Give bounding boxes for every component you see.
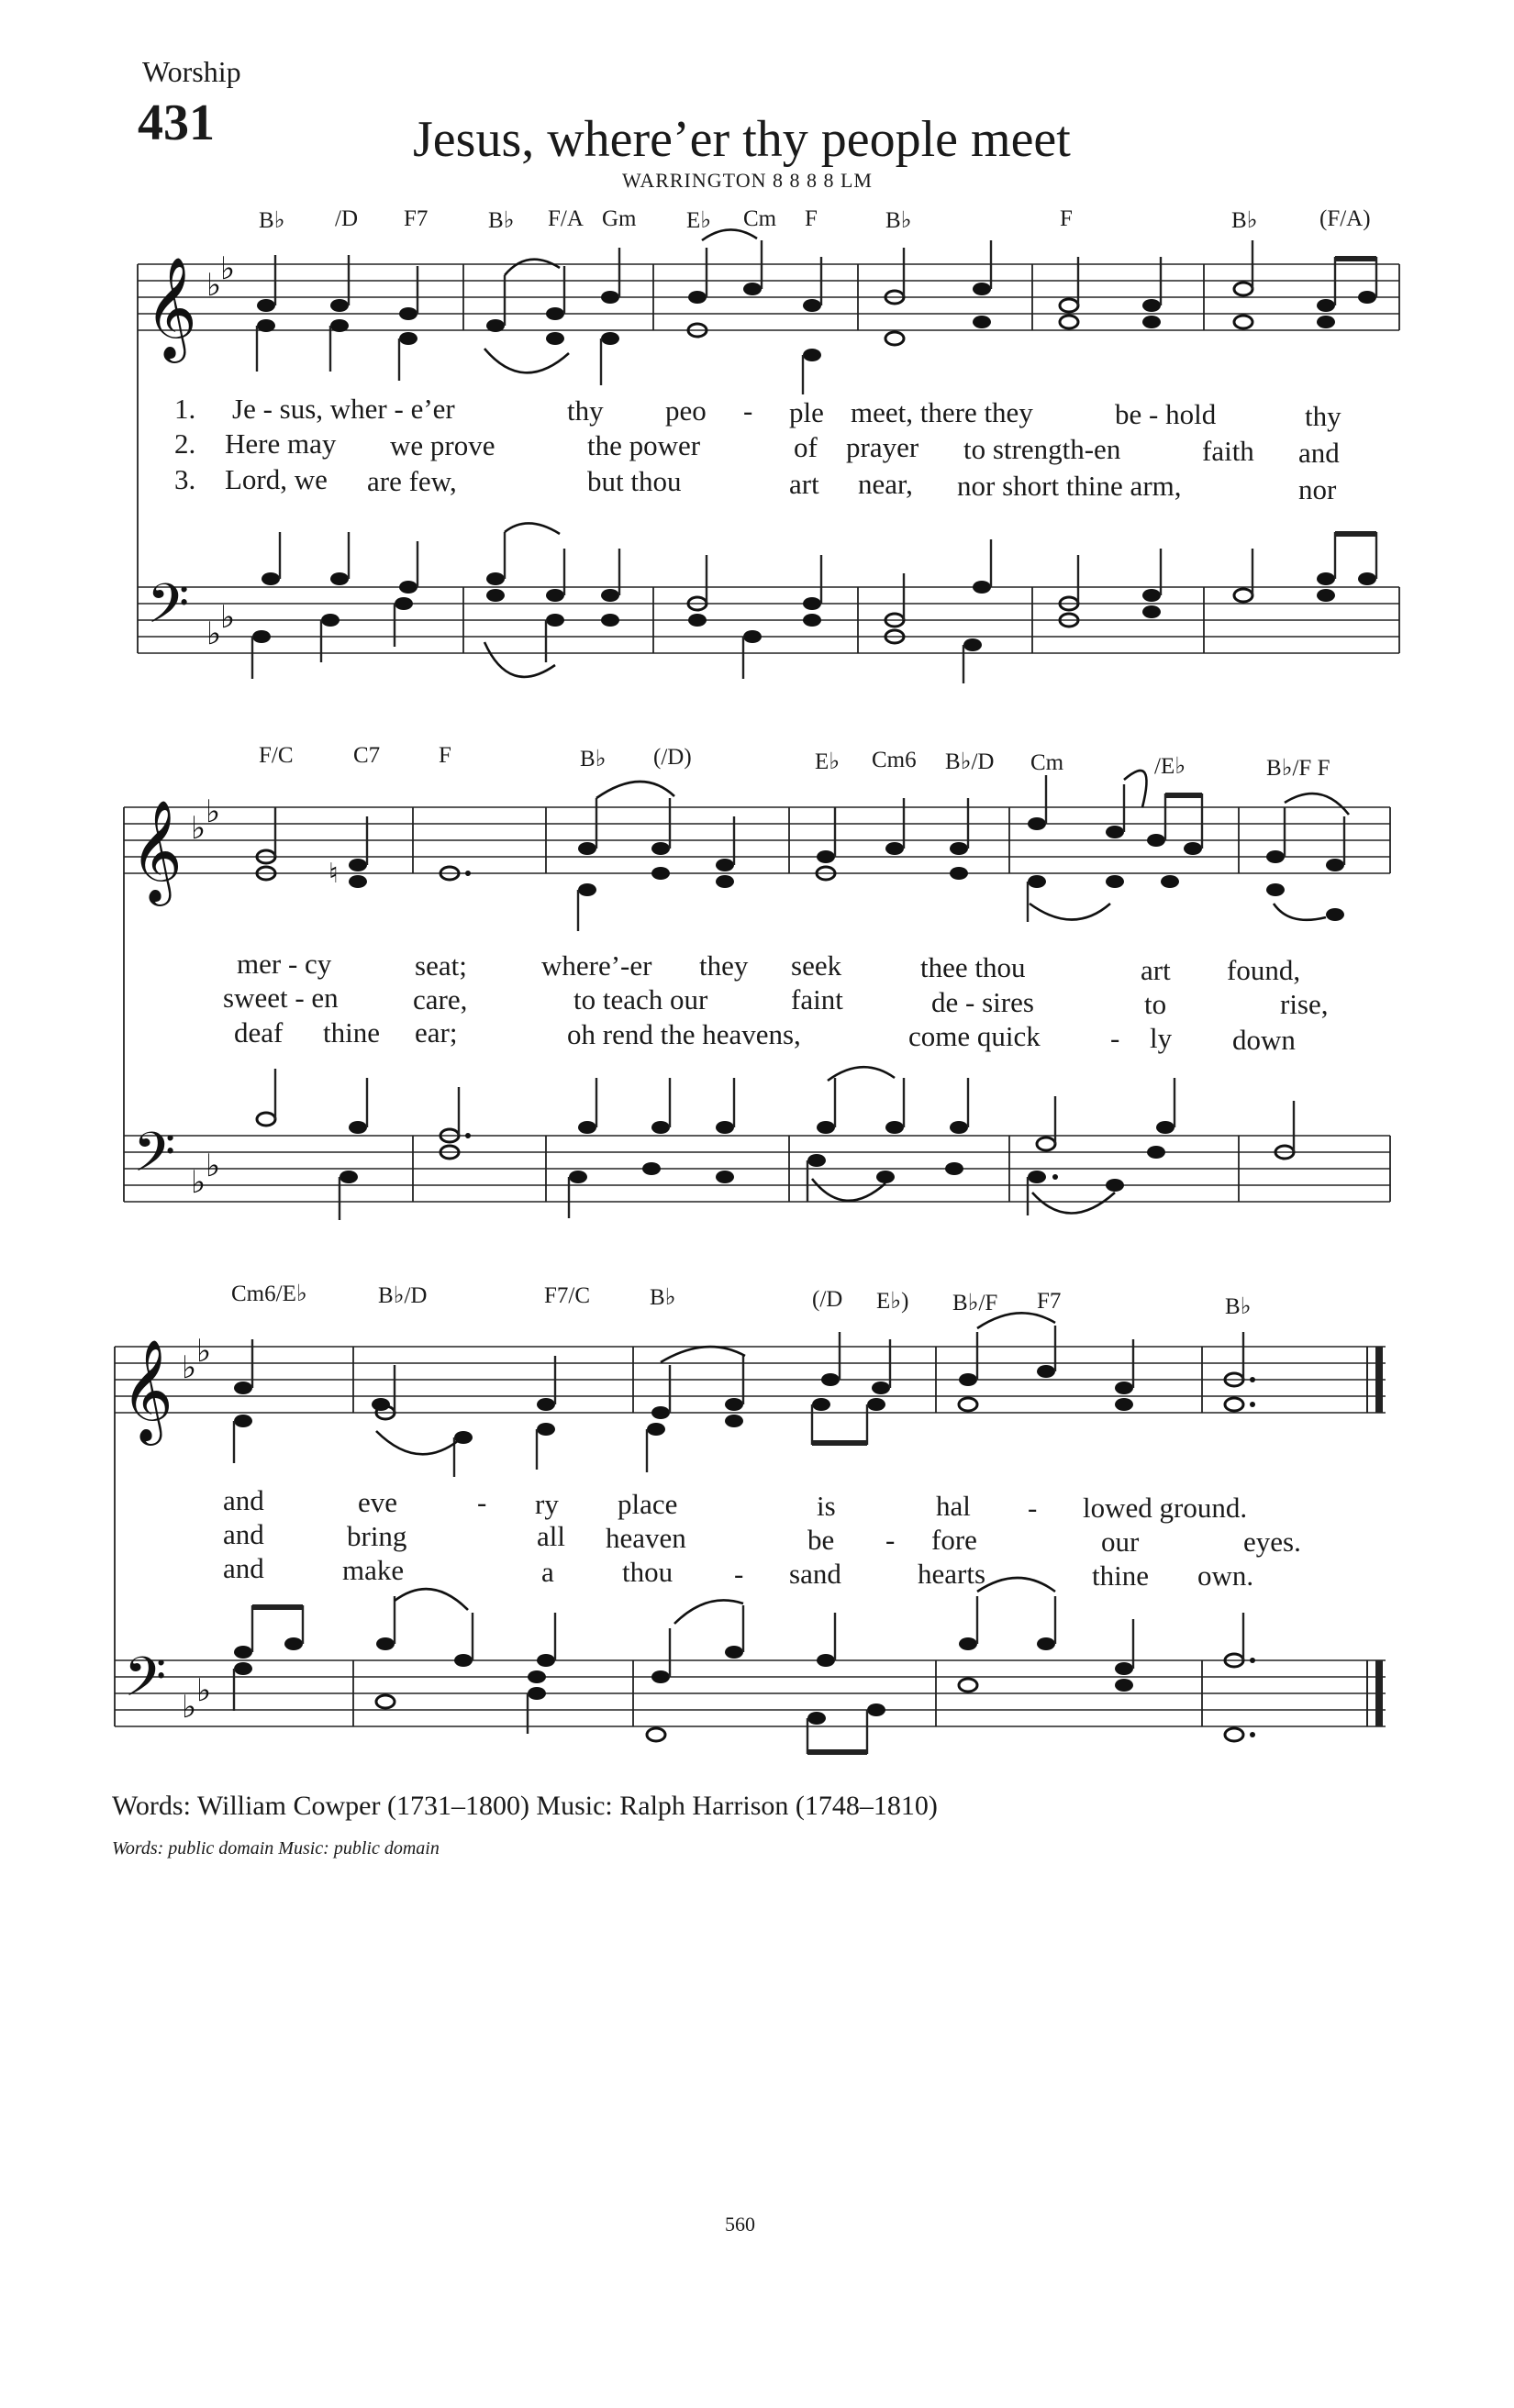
chord-symbol: E♭ — [815, 749, 840, 774]
chord-symbol: F7 — [404, 206, 429, 231]
flat-icon: ♭ — [191, 1164, 206, 1201]
flat-icon: ♭ — [182, 1349, 197, 1386]
chord-symbol: B♭ — [1225, 1294, 1252, 1319]
lyric-syllable: peo — [665, 394, 707, 427]
chord-symbol: Cm6 — [872, 748, 917, 772]
flat-icon: ♭ — [196, 1333, 212, 1370]
treble-clef-icon: 𝄞 — [130, 799, 183, 902]
lyric-syllable: Here may — [225, 427, 337, 460]
chord-symbol: B♭ — [885, 208, 912, 233]
lyric-syllable: nor short thine arm, — [957, 470, 1182, 502]
lyric-syllable: to strength-en — [963, 433, 1121, 465]
lyric-syllable: place — [618, 1488, 678, 1520]
chord-symbol: Cm — [1030, 750, 1064, 775]
chord-symbol: B♭ — [650, 1285, 676, 1310]
lyric-syllable: - — [1028, 1492, 1038, 1524]
chord-symbol: F/A — [548, 206, 584, 231]
lyric-syllable: found, — [1227, 954, 1301, 986]
lyric-syllable: sand — [789, 1558, 841, 1590]
lyric-syllable: but thou — [587, 465, 682, 497]
lyric-syllable: is — [817, 1490, 836, 1522]
lyric-syllable: faith — [1202, 435, 1254, 467]
lyric-syllable: mer - cy — [237, 948, 332, 980]
lyric-syllable: lowed ground. — [1083, 1492, 1248, 1524]
lyric-syllable: art — [789, 468, 819, 500]
lyric-syllable: de - sires — [931, 986, 1034, 1018]
chord-symbol: B♭/F — [952, 1291, 998, 1315]
chord-symbol: (F/A) — [1319, 206, 1371, 231]
chord-symbol: B♭/D — [378, 1283, 428, 1308]
lyric-syllable: ry — [535, 1488, 559, 1520]
flat-icon: ♭ — [191, 810, 206, 847]
lyric-syllable: own. — [1197, 1559, 1254, 1592]
hymn-number: 431 — [138, 94, 215, 151]
lyric-syllable: ly — [1150, 1022, 1173, 1054]
chord-symbol: E♭) — [876, 1289, 909, 1314]
bass-staff — [115, 1660, 1386, 1726]
lyric-syllable: be - hold — [1115, 398, 1217, 430]
lyric-syllable: sweet - en — [223, 982, 339, 1014]
lyric-syllable: we prove — [390, 429, 495, 461]
chord-symbol: F — [805, 206, 818, 231]
lyric-syllable: thy — [1305, 400, 1341, 432]
lyric-syllable: thine — [1092, 1559, 1149, 1592]
lyric-syllable: heaven — [606, 1522, 686, 1554]
lyric-syllable: bring — [347, 1520, 407, 1552]
chord-symbol: F7/C — [544, 1283, 591, 1308]
lyric-syllable: - — [477, 1486, 487, 1518]
flat-icon: ♭ — [206, 1148, 221, 1184]
chord-symbol: F — [439, 743, 451, 768]
chord-symbol: B♭ — [259, 208, 285, 233]
lyric-syllable: faint — [791, 983, 843, 1015]
lyric-syllable: seek — [791, 949, 842, 982]
bass-clef-icon: 𝄢 — [133, 1120, 176, 1197]
lyric-syllable: make — [342, 1554, 405, 1586]
verse-number: 1. — [174, 393, 196, 425]
chord-symbol: /E♭ — [1154, 754, 1186, 779]
lyric-syllable: nor — [1298, 473, 1337, 505]
lyric-syllable: and — [223, 1484, 264, 1516]
lyric-syllable: oh rend the heavens, — [567, 1018, 801, 1050]
bass-clef-icon: 𝄢 — [124, 1645, 167, 1722]
treble-notes — [234, 1313, 1255, 1477]
treble-clef-icon: 𝄞 — [121, 1338, 173, 1441]
chord-symbol: B♭ — [488, 208, 515, 233]
lyric-syllable: ple — [789, 396, 824, 428]
chord-symbol: Cm6/E♭ — [231, 1282, 307, 1306]
flat-icon: ♭ — [206, 616, 222, 652]
flat-icon: ♭ — [206, 267, 222, 304]
lyric-syllable: rise, — [1280, 988, 1329, 1020]
lyric-syllable: Je - sus, wher - e’er — [232, 393, 455, 425]
flat-icon: ♭ — [220, 599, 236, 636]
tune-name: WARRINGTON 8 8 8 8 LM — [622, 169, 873, 192]
chord-symbol: E♭ — [686, 208, 712, 233]
chord-symbol: F7 — [1037, 1289, 1062, 1314]
lyric-syllable: prayer — [846, 431, 919, 463]
lyric-syllable: eve — [358, 1486, 398, 1518]
lyric-syllable: seat; — [415, 949, 467, 982]
chord-symbol: C7 — [353, 743, 381, 768]
section-label: Worship — [142, 55, 241, 88]
lyric-syllable: thou — [622, 1556, 674, 1588]
chord-symbol: B♭ — [1231, 208, 1258, 233]
treble-staff — [115, 1347, 1386, 1413]
lyric-syllable: be — [807, 1524, 835, 1556]
chord-symbol: F — [1060, 206, 1073, 231]
lyric-syllable: where’-er — [541, 949, 652, 982]
treble-clef-icon: 𝄞 — [145, 256, 197, 359]
credits-line: Words: William Cowper (1731–1800) Music: Ralph Harrison (1748–1810) — [112, 1791, 938, 1821]
chord-symbol: B♭/F F — [1266, 756, 1330, 781]
lyric-syllable: - — [1110, 1022, 1120, 1054]
chord-symbol: /D — [335, 206, 358, 231]
lyric-syllable: down — [1232, 1024, 1296, 1056]
lyric-syllable: Lord, we — [225, 463, 328, 495]
lyric-syllable: they — [699, 949, 749, 982]
copyright-line: Words: public domain Music: public domain — [112, 1838, 440, 1859]
lyric-syllable: hearts — [918, 1558, 986, 1590]
chord-symbol: Cm — [743, 206, 777, 231]
lyric-syllable: ear; — [415, 1016, 458, 1049]
chord-symbol: Gm — [602, 206, 637, 231]
lyric-syllable: come quick — [908, 1020, 1041, 1052]
lyric-syllable: to — [1144, 988, 1167, 1020]
flat-icon: ♭ — [196, 1672, 212, 1709]
lyric-syllable: and — [223, 1552, 264, 1584]
lyric-syllable: - — [743, 394, 753, 427]
natural-icon: ♮ — [328, 858, 339, 890]
lyric-syllable: art — [1141, 954, 1171, 986]
chord-symbol: F/C — [259, 743, 294, 768]
bass-notes — [234, 1578, 1255, 1754]
lyric-syllable: near, — [858, 468, 913, 500]
lyric-syllable: of — [794, 431, 818, 463]
lyric-syllable: thee thou — [920, 951, 1026, 983]
lyric-syllable: meet, there they — [851, 396, 1033, 428]
lyric-syllable: thy — [567, 394, 604, 427]
flat-icon: ♭ — [206, 793, 221, 830]
lyric-syllable: thine — [323, 1016, 380, 1049]
flat-icon: ♭ — [220, 250, 236, 287]
lyric-syllable: to teach our — [573, 983, 708, 1015]
verse-number: 2. — [174, 427, 196, 460]
lyric-syllable: eyes. — [1243, 1526, 1301, 1558]
lyric-syllable: deaf — [234, 1016, 284, 1049]
lyric-syllable: - — [885, 1524, 896, 1556]
lyric-syllable: and — [223, 1518, 264, 1550]
chord-symbol: (/D) — [653, 745, 692, 770]
lyric-syllable: hal — [936, 1490, 971, 1522]
flat-icon: ♭ — [182, 1689, 197, 1726]
chord-symbol: B♭ — [580, 747, 607, 771]
lyric-syllable: a — [541, 1556, 554, 1588]
bass-clef-icon: 𝄢 — [147, 571, 190, 649]
lyric-syllable: fore — [931, 1524, 977, 1556]
lyric-syllable: the power — [587, 429, 701, 461]
lyric-syllable: - — [734, 1558, 744, 1590]
lyric-syllable: care, — [413, 983, 468, 1015]
chord-symbol: (/D — [812, 1287, 843, 1312]
lyric-syllable: and — [1298, 437, 1340, 469]
lyric-syllable: are few, — [367, 465, 457, 497]
lyric-syllable: our — [1101, 1526, 1140, 1558]
verse-number: 3. — [174, 463, 196, 495]
page-number: 560 — [725, 2213, 755, 2236]
lyric-syllable: all — [537, 1520, 565, 1552]
hymn-title: Jesus, where’er thy people meet — [413, 111, 1071, 168]
chord-symbol: B♭/D — [945, 749, 995, 774]
